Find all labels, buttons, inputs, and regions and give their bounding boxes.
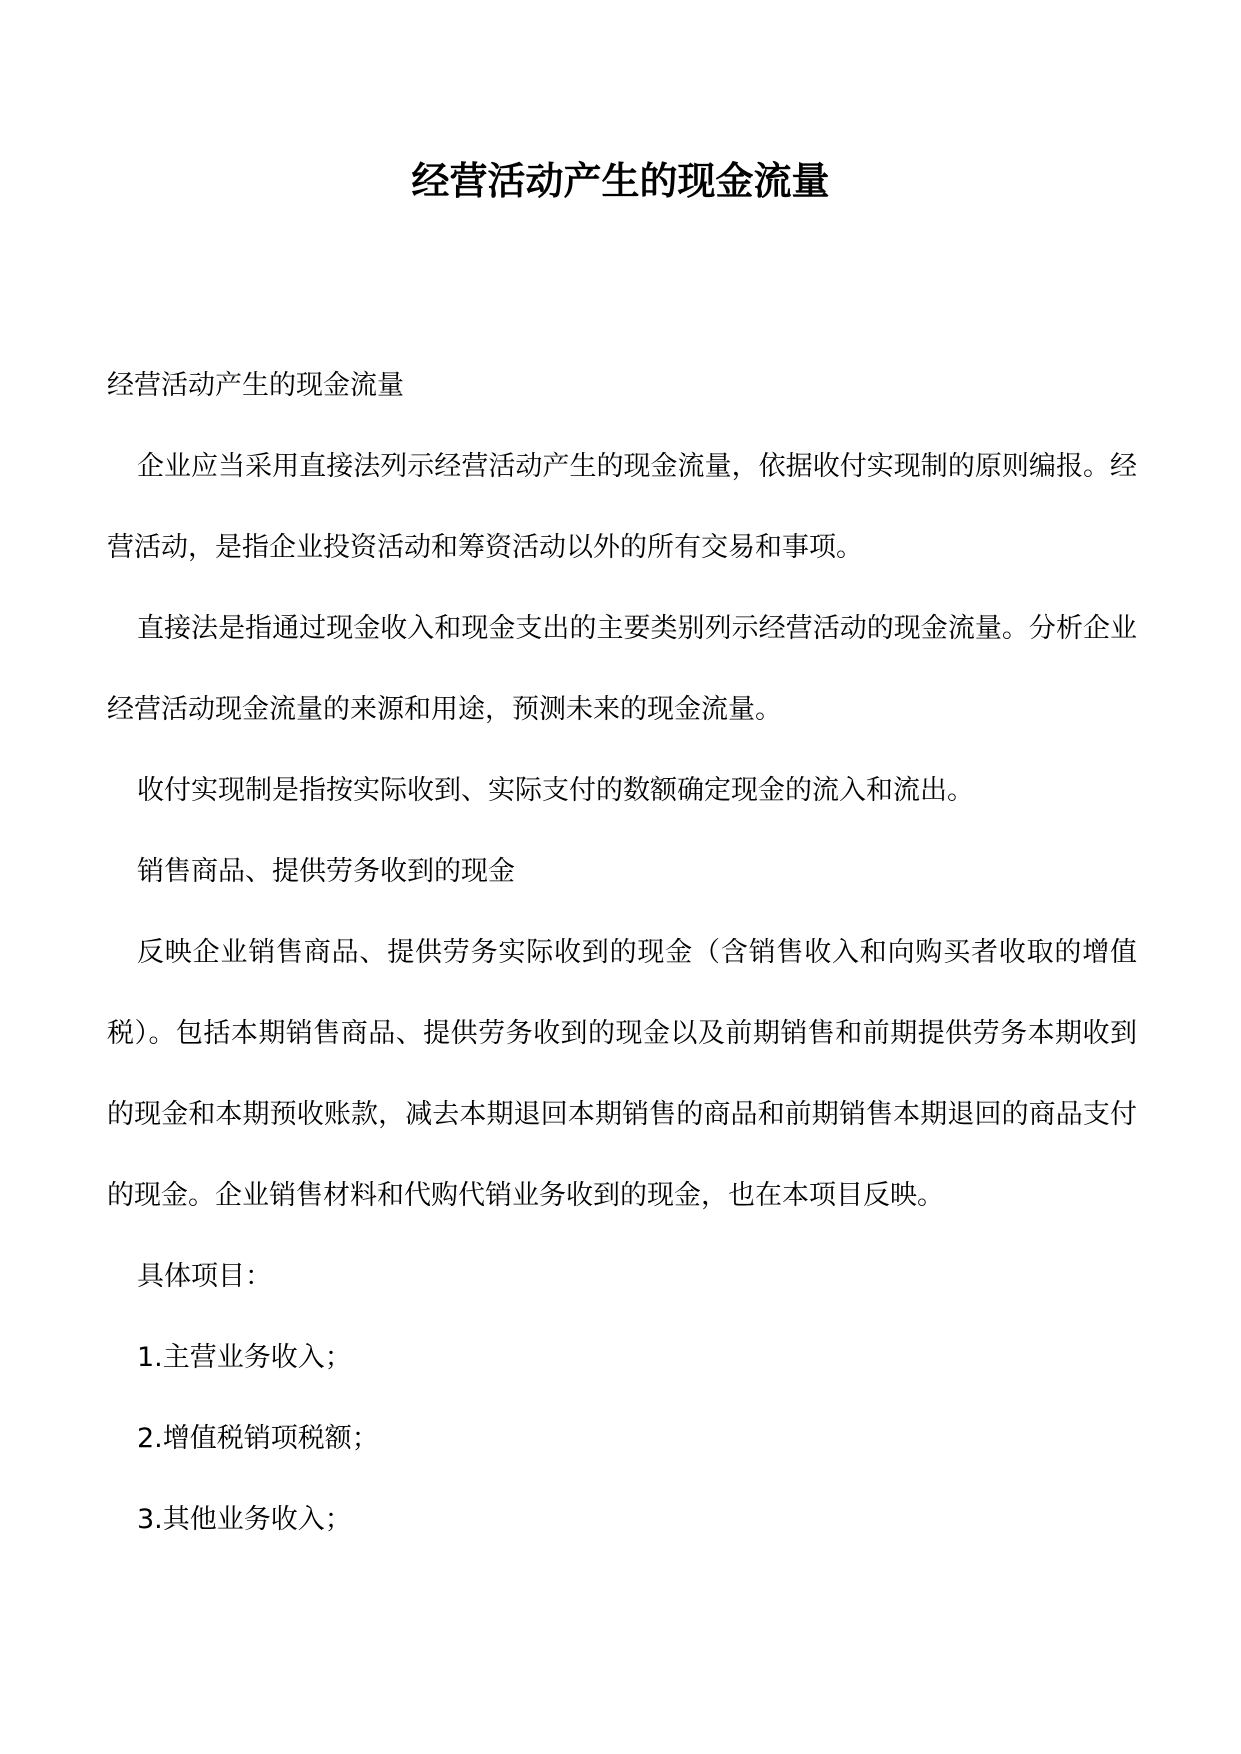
- paragraph-direct-method-requirement: 企业应当采用直接法列示经营活动产生的现金流量，依据收付实现制的原则编报。经营活动，是指企业投资活动和筹资活动以外的所有交易和事项。: [107, 451, 1137, 563]
- document-title: 经营活动产生的现金流量: [411, 158, 830, 203]
- subsection-heading-sales-cash: 销售商品、提供劳务收到的现金: [137, 856, 515, 887]
- list-item: 3.其他业务收入；: [137, 1504, 352, 1535]
- section-heading: 经营活动产生的现金流量: [107, 370, 404, 401]
- paragraph-sales-cash-description: 反映企业销售商品、提供劳务实际收到的现金（含销售收入和向购买者收取的增值税）。包括本期销售商品、提供劳务收到的现金以及前期销售和前期提供劳务本期收到的现金和本期预收账款，减去本期退回本期销售的商品和前期销售本期退回的商品支付的现金。企业销售材料和代购代销业务收到的现金，也在本项目反映。: [107, 937, 1137, 1211]
- paragraph-cash-basis-definition: 收付实现制是指按实际收到、实际支付的数额确定现金的流入和流出。: [137, 775, 974, 806]
- document-body: [107, 345, 1137, 1560]
- paragraph-specific-items-label: 具体项目：: [137, 1261, 272, 1292]
- list-item: 2.增值税销项税额；: [137, 1423, 379, 1454]
- paragraph-direct-method-definition: 直接法是指通过现金收入和现金支出的主要类别列示经营活动的现金流量。分析企业经营活动现金流量的来源和用途，预测未来的现金流量。: [107, 613, 1137, 725]
- list-item: 1.主营业务收入；: [137, 1342, 352, 1373]
